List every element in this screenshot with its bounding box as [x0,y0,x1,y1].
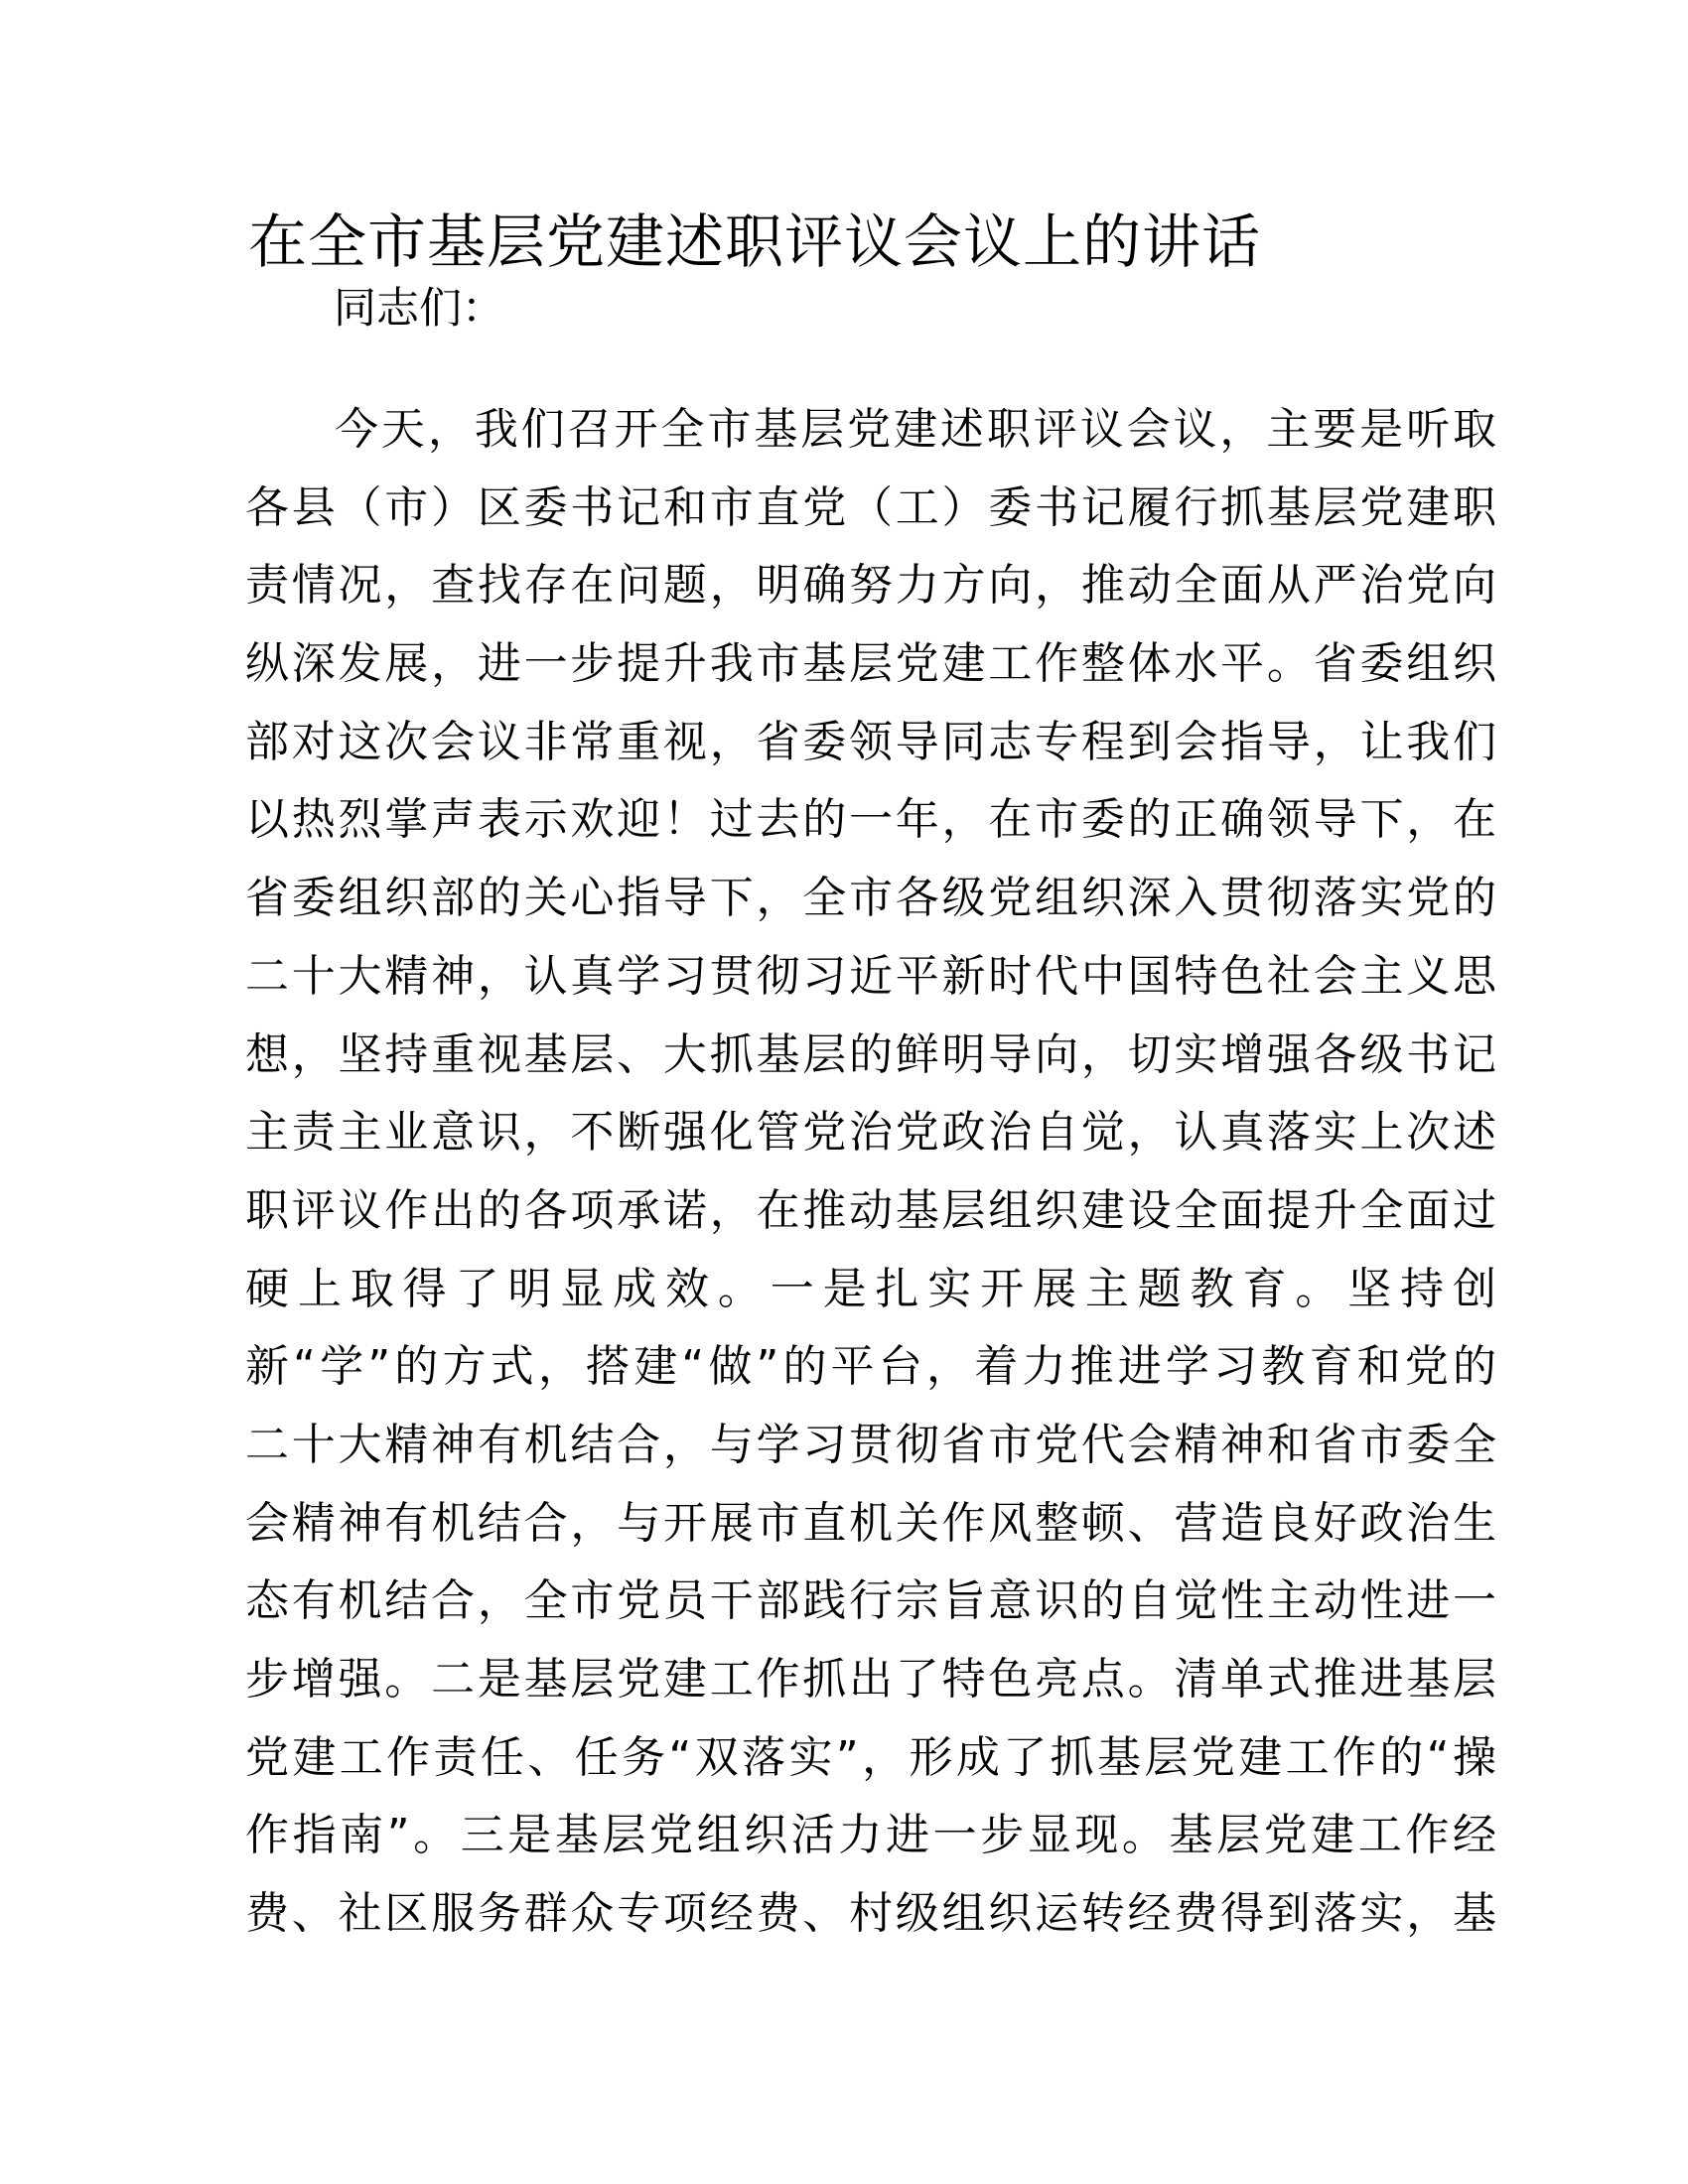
body-line: 二十大精神，认真学习贯彻习近平新时代中国特色社会主义思 [245,950,1496,1002]
body-line: 硬上取得了明显成效。一是扎实开展主题教育。坚持创 [245,1263,1496,1314]
salutation: 同志们： [334,284,504,334]
body-line: 步增强。二是基层党建工作抓出了特色亮点。清单式推进基层 [245,1654,1496,1705]
body-line: 责情况，查找存在问题，明确努力方向，推动全面从严治党向 [245,560,1496,612]
body-line: 纵深发展，进一步提升我市基层党建工作整体水平。省委组织 [245,638,1496,690]
body-line: 以热烈掌声表示欢迎！过去的一年，在市委的正确领导下，在 [245,794,1496,846]
body-line: 省委组织部的关心指导下，全市各级党组织深入贯彻落实党的 [245,873,1496,924]
body-line: 部对这次会议非常重视，省委领导同志专程到会指导，让我们 [245,716,1496,767]
body-paragraph [245,391,1496,1954]
body-line: 作指南”。三是基层党组织活力进一步显现。基层党建工作经 [245,1810,1496,1861]
body-line: 二十大精神有机结合，与学习贯彻省市党代会精神和省市委全 [245,1419,1496,1470]
body-line: 主责主业意识，不断强化管党治党政治自觉，认真落实上次述 [245,1107,1496,1159]
body-line: 会精神有机结合，与开展市直机关作风整顿、营造良好政治生 [245,1497,1496,1549]
body-line: 费、社区服务群众专项经费、村级组织运转经费得到落实，基 [245,1888,1496,1940]
body-line: 新“学”的方式，搭建“做”的平台，着力推进学习教育和党的 [245,1341,1496,1393]
body-line: 各县（市）区委书记和市直党（工）委书记履行抓基层党建职 [245,481,1496,533]
body-line: 今天，我们召开全市基层党建述职评议会议，主要是听取 [335,404,1496,455]
body-line: 态有机结合，全市党员干部践行宗旨意识的自觉性主动性进一 [245,1575,1496,1627]
body-line: 想，坚持重视基层、大抓基层的鲜明导向，切实增强各级书记 [245,1028,1496,1080]
body-line: 职评议作出的各项承诺，在推动基层组织建设全面提升全面过 [245,1184,1496,1236]
document-title: 在全市基层党建述职评议会议上的讲话 [248,207,1262,276]
body-line: 党建工作责任、任务“双落实”，形成了抓基层党建工作的“操 [245,1731,1496,1783]
